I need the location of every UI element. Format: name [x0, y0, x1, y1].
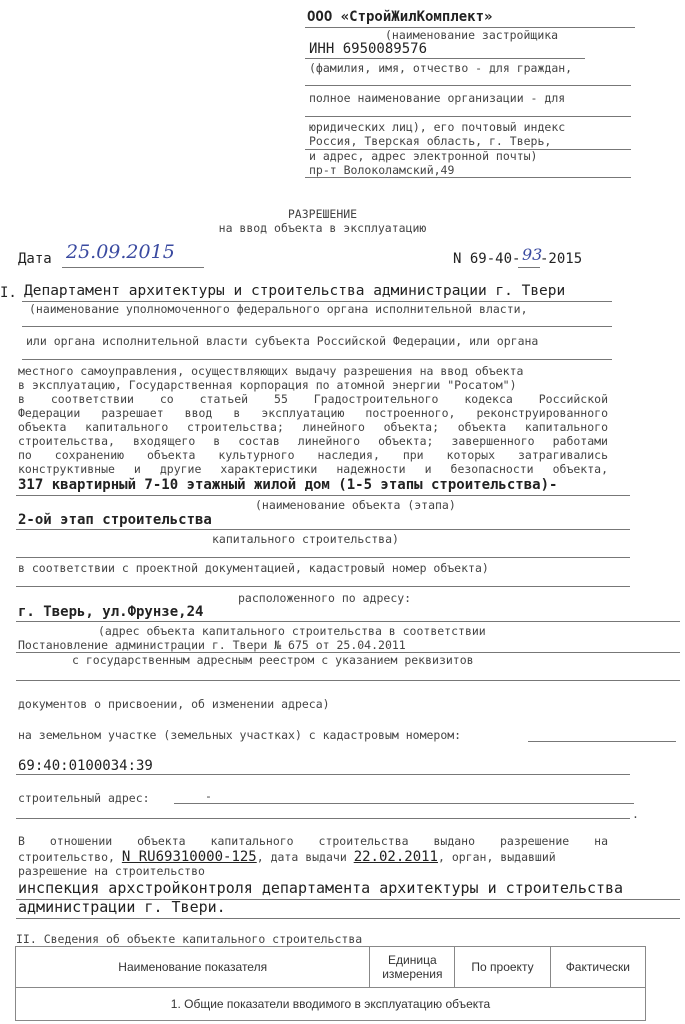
recipient-hint-1: (наименование застройщика	[385, 28, 559, 42]
permit-line-3: разрешение на строительство	[18, 864, 205, 878]
land-plot-line	[528, 741, 676, 742]
date-line	[62, 267, 204, 268]
blank-line-6	[16, 586, 630, 587]
stage-line	[16, 529, 630, 530]
issuer-line-2: администрации г. Твери.	[18, 898, 226, 916]
permit-pre: строительство,	[18, 850, 115, 864]
construction-stage: 2-ой этап строительства	[18, 512, 212, 528]
permission-paragraph-line-5: по сохранению объекта культурного наследия, при которых затрагивались	[18, 448, 608, 462]
col-header-unit: Единица измерения	[370, 947, 455, 988]
object-address-line	[16, 621, 680, 622]
cadastral-number: 69:40:0100034:39	[18, 758, 153, 774]
permit-number: N RU69310000-125	[121, 849, 257, 865]
authority-hint-1: (наименование уполномоченного федерального органа исполнительной власти,	[29, 302, 528, 316]
permit-line-1: В отношении объекта капитального строительства выдано разрешение на	[18, 834, 608, 848]
recipient-address-1: Россия, Тверская область, г. Тверь,	[309, 134, 552, 148]
authority-hint-2: или органа исполнительной власти субъекта Российской Федерации, или органа	[26, 334, 539, 348]
address-line-2	[305, 177, 631, 178]
blank-line-1	[305, 85, 631, 86]
inn-line	[305, 58, 585, 59]
building-address-line	[174, 803, 634, 804]
recipient-inn: ИНН 6950089576	[309, 41, 428, 57]
object-name: 317 квартирный 7-10 этажный жилой дом (1-5 этапы строительства)-	[18, 477, 558, 493]
blank-line-8	[16, 818, 630, 819]
blank-line-5	[16, 557, 630, 558]
blank-line-7	[16, 680, 680, 681]
address-decree: Постановление администрации г. Твери № 675 от 25.04.2011	[18, 638, 406, 652]
number-line	[518, 267, 540, 268]
number-prefix: N 69-40-	[453, 251, 521, 267]
building-address-label: строительный адрес:	[18, 791, 150, 805]
authority-hint-3: местного самоуправления, осуществляющих выдачу разрешения на ввод объекта	[18, 364, 524, 378]
recipient-name: ООО «СтройЖилКомплект»	[307, 9, 493, 25]
col-header-name: Наименование показателя	[16, 947, 370, 988]
permission-paragraph-line-4: строительства, входящего в состав линейного объекта; завершенного работами	[18, 434, 608, 448]
section-1-roman: I.	[0, 285, 17, 301]
recipient-hint-3: полное наименование организации - для	[309, 91, 566, 105]
col-header-project: По проекту	[455, 947, 550, 988]
object-name-line	[16, 495, 630, 496]
recipient-address-2: пр-т Волоколамский,49	[309, 163, 455, 177]
date-value: 25.09.2015	[66, 241, 175, 263]
recipient-hint-2: (фамилия, имя, отчество - для граждан,	[309, 61, 573, 75]
permission-paragraph-line-6: конструктивные и другие характеристики надежности и безопасности объекта,	[18, 462, 608, 476]
permit-mid: , дата выдачи	[256, 850, 347, 864]
object-info-table	[15, 946, 646, 1021]
blank-line-4	[22, 359, 612, 360]
table-header-row	[16, 947, 646, 988]
address-label: расположенного по адресу:	[238, 591, 412, 605]
recipient-hint-5: и адрес, адрес электронной почты)	[309, 149, 538, 163]
permission-paragraph-line-1: в соответствии со статьей 55 Градостроительного кодекса Российской	[18, 392, 608, 406]
permission-paragraph-line-2: Федерации разрешает ввод в эксплуатацию построенного, реконструированного	[18, 406, 608, 420]
land-plot-label: на земельном участке (земельных участках) с кадастровым номером:	[18, 728, 462, 742]
permission-paragraph-line-3: объекта капитального строительства; линейного объекта; объекта капитального	[18, 420, 608, 434]
recipient-hint-4: юридических лиц), его почтовый индекс	[309, 120, 566, 134]
project-doc-hint: в соответствии с проектной документацией, кадастровый номер объекта)	[18, 561, 489, 575]
cadastral-line	[16, 774, 630, 775]
blank-line-2	[305, 116, 631, 117]
number-suffix: -2015	[540, 251, 583, 267]
date-label: Дата	[18, 251, 52, 267]
authority-hint-4: в эксплуатацию, Государственная корпорация по атомной энергии "Росатом")	[18, 378, 517, 392]
permit-post: , орган, выдавший	[437, 850, 556, 864]
document-subtitle: на ввод объекта в эксплуатацию	[218, 221, 427, 235]
permit-date: 22.02.2011	[353, 849, 438, 865]
section-2-title: II. Сведения об объекте капитального строительства	[16, 932, 363, 946]
object-address: г. Тверь, ул.Фрунзе,24	[18, 604, 204, 620]
table-group-row	[16, 988, 646, 1021]
issuer-line-2-underline	[16, 918, 680, 919]
address-hint-2: с государственным адресным реестром с указанием реквизитов	[72, 653, 474, 667]
blank-line-3	[22, 326, 612, 327]
address-hint-3: документов о присвоении, об изменении адреса)	[18, 697, 330, 711]
document-title: РАЗРЕШЕНИЕ	[287, 207, 358, 221]
permit-line-2	[18, 851, 556, 864]
authority-name: Департамент архитектуры и строительства администрации г. Твери	[24, 283, 566, 299]
number-handwritten: 93	[522, 245, 543, 264]
address-hint-1: (адрес объекта капитального строительства в соответствии	[98, 624, 486, 638]
stage-hint: капитального строительства)	[212, 532, 399, 546]
group-row-general: 1. Общие показатели вводимого в эксплуатацию объекта	[16, 988, 646, 1021]
col-header-actual: Фактически	[550, 947, 645, 988]
building-address-value: -	[205, 789, 212, 803]
issuer-line-1: инспекция архстройконтроля департамента архитектуры и строительства	[18, 879, 624, 897]
object-hint: (наименование объекта (этапа)	[255, 498, 456, 512]
